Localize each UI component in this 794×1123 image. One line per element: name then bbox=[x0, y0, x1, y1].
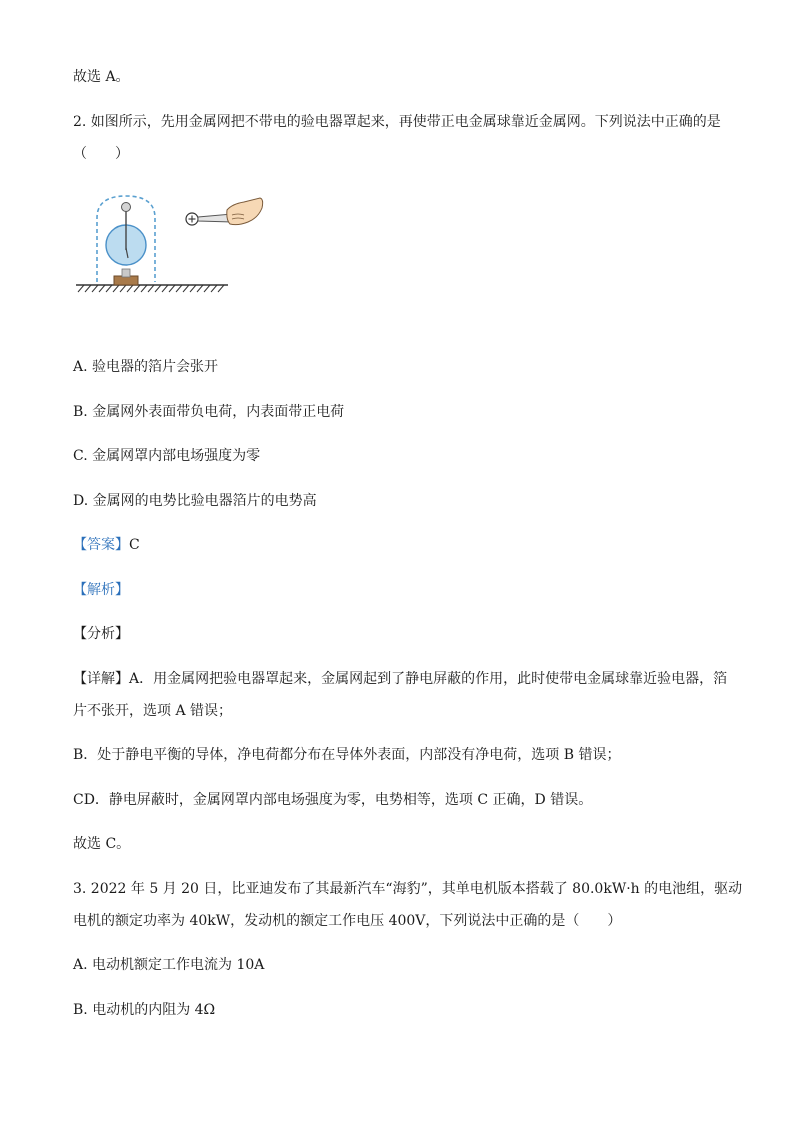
detail-text-1: A．用金属网把验电器罩起来，金属网起到了静电屏蔽的作用，此时使带电金属球靠近验电器，箔 bbox=[129, 671, 728, 687]
answer-label: 【答案】 bbox=[73, 537, 129, 553]
question-3-stem-1: 3. 2022 年 5 月 20 日，比亚迪发布了其最新汽车“海豹”，其单电机版本搭载了 80.0kW·h 的电池组，驱动 bbox=[73, 881, 743, 897]
detail-line-1 bbox=[73, 670, 727, 688]
answer-line bbox=[73, 536, 140, 554]
option-3b: B. 电动机的内阻为 4Ω bbox=[73, 1002, 216, 1018]
ground-hatching bbox=[78, 285, 224, 292]
detail-line-4: CD．静电屏蔽时，金属网罩内部电场强度为零，电势相等，选项 C 正确，D 错误。 bbox=[73, 792, 593, 808]
answer-value: C bbox=[129, 537, 140, 553]
question-2-blank: （ ） bbox=[73, 146, 129, 162]
hand-icon bbox=[227, 198, 263, 225]
detail-label: 【详解】 bbox=[73, 671, 129, 687]
electroscope-illustration bbox=[72, 190, 272, 300]
analysis-subhead: 【分析】 bbox=[73, 626, 129, 642]
option-3a: A. 电动机额定工作电流为 10A bbox=[73, 957, 265, 973]
option-2a: A. 验电器的箔片会张开 bbox=[73, 359, 219, 375]
detail-line-2: 片不张开，选项 A 错误； bbox=[73, 703, 233, 719]
analysis-label: 【解析】 bbox=[73, 582, 129, 598]
option-2d: D. 金属网的电势比验电器箔片的电势高 bbox=[73, 493, 317, 509]
text-line-conclusion-c: 故选 C。 bbox=[73, 836, 131, 852]
option-2c: C. 金属网罩内部电场强度为零 bbox=[73, 448, 261, 464]
electroscope-figure bbox=[72, 190, 272, 300]
detail-line-3: B．处于静电平衡的导体，净电荷都分布在导体外表面，内部没有净电荷，选项 B 错误； bbox=[73, 747, 621, 763]
question-3-stem-2: 电机的额定功率为 40kW，发动机的额定工作电压 400V，下列说法中正确的是（ ） bbox=[73, 913, 622, 929]
option-2b: B. 金属网外表面带负电荷，内表面带正电荷 bbox=[73, 404, 345, 420]
electroscope-stand bbox=[122, 269, 130, 277]
question-2-stem: 2. 如图所示，先用金属网把不带电的验电器罩起来，再使带正电金属球靠近金属网。下列说法中正确的是 bbox=[73, 114, 721, 130]
electroscope-knob bbox=[122, 203, 131, 212]
text-line-conclusion-a: 故选 A。 bbox=[73, 69, 130, 85]
